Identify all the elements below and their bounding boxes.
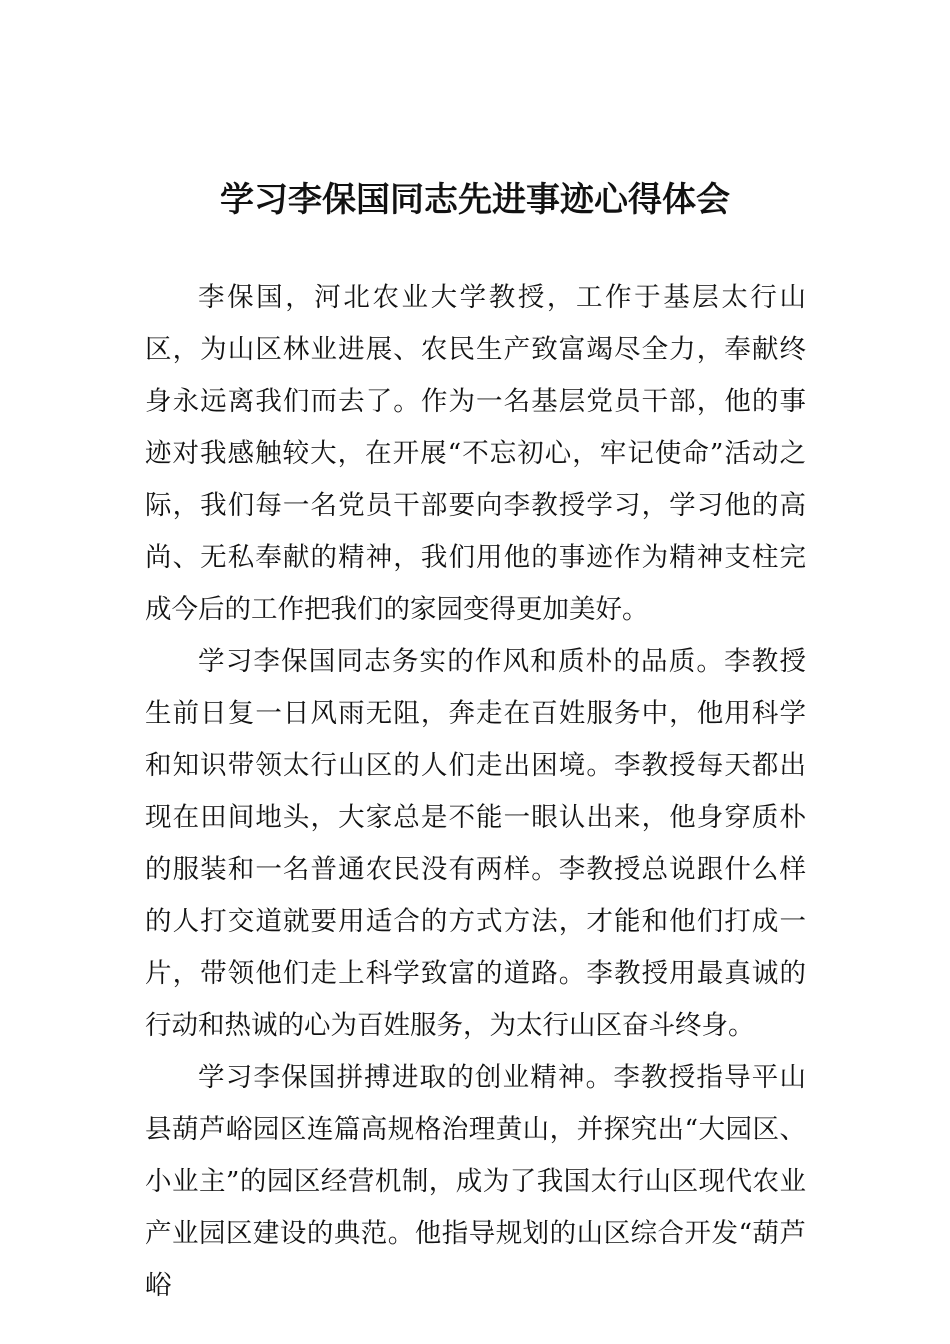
paragraph: 学习李保国拼搏进取的创业精神。李教授指导平山县葫芦峪园区连篇高规格治理黄山，并探究出“大园区、小业主”的园区经营机制，成为了我国太行山区现代农业产业园区建设的典范。他指导规划的山区综合开发“葫芦峪 bbox=[145, 1062, 806, 1301]
paragraph: 李保国，河北农业大学教授，工作于基层太行山区，为山区林业进展、农民生产致富竭尽全力，奉献终身永远离我们而去了。作为一名基层党员干部，他的事迹对我感触较大，在开展“不忘初心，牢记使命”活动之际，我们每一名党员干部要向李教授学习，学习他的高尚、无私奉献的精神，我们用他的事迹作为精神支柱完成今后的工作把我们的家园变得更加美好。 bbox=[145, 282, 806, 625]
document-title: 学习李保国同志先进事迹心得体会 bbox=[220, 180, 730, 220]
paragraph: 学习李保国同志务实的作风和质朴的品质。李教授生前日复一日风雨无阻，奔走在百姓服务中，他用科学和知识带领太行山区的人们走出困境。李教授每天都出现在田间地头，大家总是不能一眼认出来，他身穿质朴的服装和一名普通农民没有两样。李教授总说跟什么样的人打交道就要用适合的方式方法，才能和他们打成一片，带领他们走上科学致富的道路。李教授用最真诚的行动和热诚的心为百姓服务，为太行山区奋斗终身。 bbox=[145, 646, 806, 1041]
document-body bbox=[145, 272, 806, 1312]
